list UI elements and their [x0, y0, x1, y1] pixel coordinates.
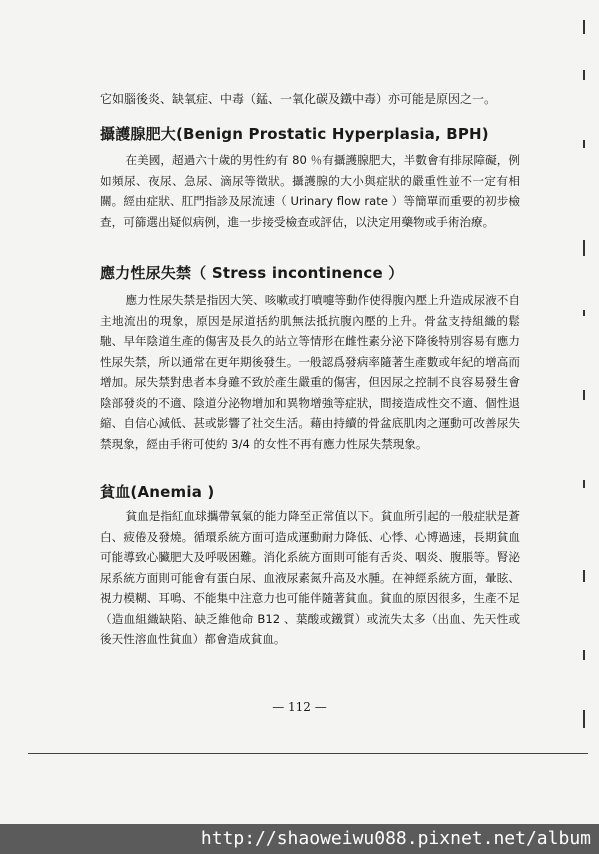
section-heading-anemia: 貧血(Anemia ): [100, 483, 215, 501]
section-body-anemia: [100, 506, 520, 650]
paragraph: 貧血是指紅血球攜帶氧氣的能力降至正常值以下。貧血所引起的一般症狀是蒼白、疲倦及發燒。循環系統方面可造成運動耐力降低、心悸、心博過速，長期貧血可能導致心臟肥大及呼吸困難。消化系統方面則可能有舌炎、咽炎、腹脹等。腎泌尿系統方面則可能會有蛋白尿、血液尿素氮升高及水腫。在神經系統方面，暈眩、視力模糊、耳鳴、不能集中注意力也可能伴隨著貧血。貧血的原因很多，生產不足（造血組織缺陷、缺乏維他命 B12 、葉酸或鐵質）或流失太多（出血、先天性或後天性溶血性貧血）都會造成貧血。: [100, 509, 520, 646]
page-number: — 112 —: [272, 700, 327, 714]
section-body-stress-incontinence: [100, 290, 520, 454]
watermark-url: http://shaoweiwu088.pixnet.net/album: [0, 824, 599, 854]
paragraph: 應力性尿失禁是指因大笑、咳嗽或打噴嚏等動作使得腹內壓上升造成尿液不自主地流出的現象，原因是尿道括約肌無法抵抗腹內壓的上升。骨盆支持組織的鬆馳、早年陰道生產的傷害及長久的站立等情形在雌性素分泌下降後特別容易有應力性尿失禁，所以通常在更年期後發生。一般認爲發病率隨著生產數或年紀的增高而增加。尿失禁對患者本身雖不致於產生嚴重的傷害，但因尿之控制不良容易發生會陰部發炎的不適、陰道分泌物增加和異物增強等症狀，間接造成性交不適、個性退縮、自信心減低、甚或影響了社交生活。藉由持續的骨盆底肌肉之運動可改善尿失禁現象，經由手術可使約 3/4 的女性不再有應力性尿失禁現象。: [100, 293, 520, 451]
section-heading-stress-incontinence: 應力性尿失禁（ Stress incontinence ）: [100, 264, 404, 282]
scan-edge-marks: [579, 10, 593, 750]
scan-rule-line: [28, 753, 588, 754]
section-body-bph: [100, 150, 520, 232]
paragraph: 在美國，超過六十歲的男性約有 80 ％有攝護腺肥大，半數會有排尿障礙，例如頻尿、夜尿、急尿、滴尿等徵狀。攝護腺的大小與症狀的嚴重性並不一定有相關。經由症狀、肛門指診及尿流速（ Urinary flow rate ）等簡單而重要的初步檢查，可篩選出疑似病例，進一步接受檢查或評估，以決定用藥物或手術治療。: [100, 153, 520, 229]
intro-line: 它如腦後炎、缺氧症、中毒（錳、一氧化碳及鐵中毒）亦可能是原因之一。: [100, 92, 497, 106]
section-heading-bph: 攝護腺肥大(Benign Prostatic Hyperplasia, BPH): [100, 125, 489, 143]
